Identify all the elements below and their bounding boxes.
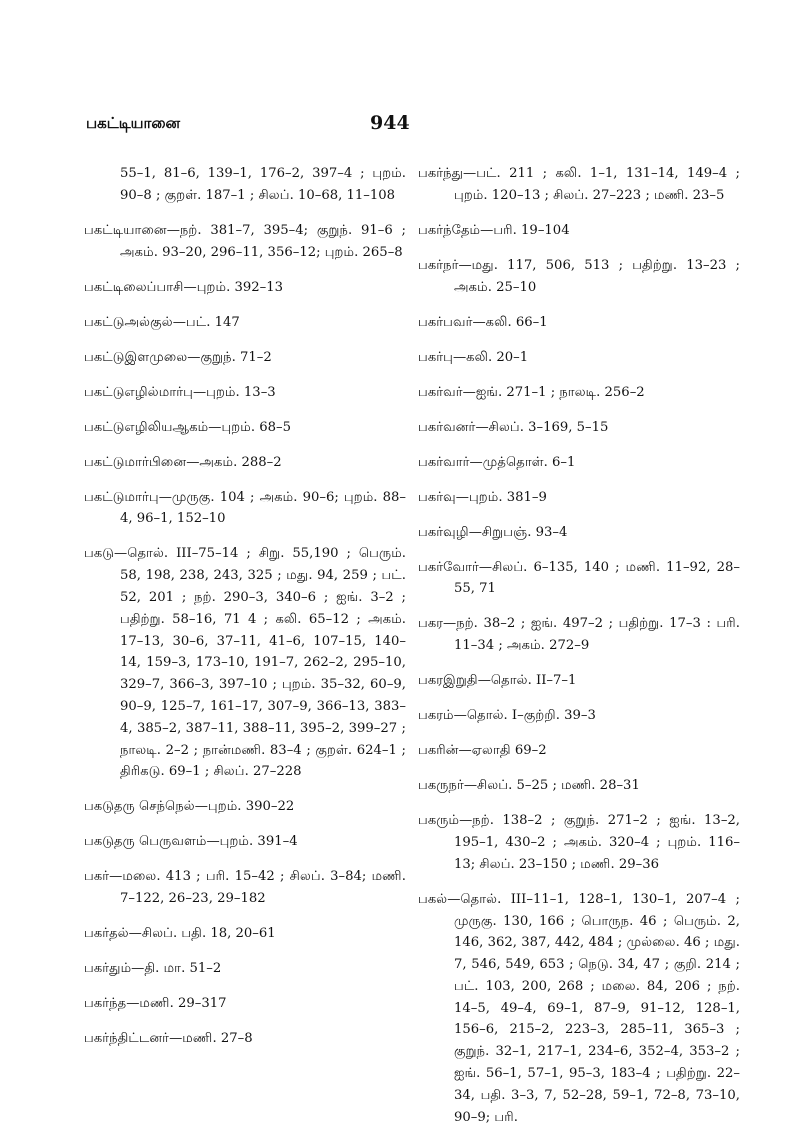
index-entry: பகர்ந்திட்டனர்—மணி. 27–8	[84, 1031, 253, 1047]
index-entry: பகர்வு—புறம். 381–9	[418, 489, 547, 505]
index-entry: பகட்டுஎழில்மார்பு—புறம். 13–3	[84, 384, 276, 400]
index-entry: பகடுதரு செந்நெல்—புறம். 390–22	[84, 799, 295, 815]
index-entry: பகர்தும்—தி. மா. 51–2	[84, 961, 222, 977]
index-entry: பகர்வனர்—சிலப். 3–169, 5–15	[418, 419, 609, 435]
index-entry: பகர்வுழி—சிறுபஞ். 93–4	[418, 524, 568, 540]
running-head: பகட்டியானை	[86, 114, 181, 132]
index-entry: பகட்டுஎழிலியஆகம்—புறம். 68–5	[84, 419, 291, 435]
index-entry: பகர்ந்து—பட். 211 ; கலி. 1–1, 131–14, 149–4 ; புறம். 120–13 ; சிலப். 27–223 ; மணி. 23–5	[418, 166, 740, 203]
index-entry: பகல்—தொல். III–11–1, 128–1, 130–1, 207–4 ; முருகு. 130, 166 ; பொருந. 46 ; பெரும். 2, 146, 362, 387, 442, 484 ; முல்லை. 46 ; மது. 7, 546, 549, 653 ; நெடு. 34, 47 ; குறி. 214 ; பட். 103, 200, 268 ; மலை. 84, 206 ; நற். 14–5, 49–4, 69–1, 87–9, 91–12, 128–1, 156–6, 215–2, 223–3, 285–11, 365–3 ; குறுந். 32–1, 217–1, 234–6, 352–4, 353–2 ; ஐங். 56–1, 57–1, 95–3, 183–4 ; பதிற்று. 22–34, பதி. 3–3, 7, 52–28, 59–1, 72–8, 73–10, 90–9; பரி.	[418, 891, 740, 1125]
index-entry: பகரம்—தொல். I–குற்றி. 39–3	[418, 708, 596, 724]
index-entry: பகர்ந்தேம்—பரி. 19–104	[418, 222, 570, 238]
index-entry: பகரின்—ஏலாதி 69–2	[418, 743, 547, 759]
index-entry: பகர்பவர்—கலி. 66–1	[418, 314, 548, 330]
index-entry: பகடுதரு பெருவளம்—புறம். 391–4	[84, 834, 298, 850]
index-entry: பகட்டுமார்பு—முருகு. 104 ; அகம். 90–6; புறம். 88–4, 96–1, 152–10	[84, 489, 406, 527]
right-column	[418, 150, 740, 1136]
page-number: 944	[370, 112, 410, 134]
index-entry: பகர்நர்—மது. 117, 506, 513 ; பதிற்று. 13–23 ; அகம். 25–10	[418, 257, 740, 295]
index-entry: பகர்வோர்—சிலப். 6–135, 140 ; மணி. 11–92, 28–55, 71	[418, 559, 740, 597]
index-entry: பகர்வார்—முத்தொள். 6–1	[418, 454, 576, 470]
index-entry: பகட்டியானை—நற். 381–7, 395–4; குறுந். 91–6 ; அகம். 93–20, 296–11, 356–12; புறம். 265–8	[84, 222, 406, 260]
index-entry: பகருநர்—சிலப். 5–25 ; மணி. 28–31	[418, 778, 640, 794]
index-entry: 55–1, 81–6, 139–1, 176–2, 397–4 ; புறம். 90–8 ; குறள். 187–1 ; சிலப். 10–68, 11–108	[120, 166, 406, 203]
index-entry: பகர்—மலை. 413 ; பரி. 15–42 ; சிலப். 3–84; மணி. 7–122, 26–23, 29–182	[84, 869, 406, 907]
index-entry: பகட்டுஅல்குல்—பட். 147	[84, 314, 240, 330]
index-entry: பகட்டிலைப்பாசி—புறம். 392–13	[84, 279, 284, 295]
index-entry: பகர்தல்—சிலப். பதி. 18, 20–61	[84, 926, 276, 942]
left-column	[84, 150, 406, 1058]
index-entry: பகட்டுமார்பினை—அகம். 288–2	[84, 454, 282, 470]
index-entry: பகர—நற். 38–2 ; ஐங். 497–2 ; பதிற்று. 17–3 : பரி. 11–34 ; அகம். 272–9	[418, 616, 740, 654]
index-entry: பகர்ந்த—மணி. 29–317	[84, 996, 227, 1012]
index-entry: பகர்வர்—ஐங். 271–1 ; நாலடி. 256–2	[418, 384, 645, 400]
index-entry: பகரஇறுதி—தொல். II–7–1	[418, 673, 577, 689]
index-entry: பகடு—தொல். III–75–14 ; சிறு. 55,190 ; பெரும். 58, 198, 238, 243, 325 ; மது. 94, 259 ; பட். 52, 201 ; நற். 290–3, 340–6 ; ஐங். 3–2 ; பதிற்று. 58–16, 71 4 ; கலி. 65–12 ; அகம். 17–13, 30–6, 37–11, 41–6, 107–15, 140–14, 159–3, 173–10, 191–7, 262–2, 295–10, 329–7, 366–3, 397–10 ; புறம். 35–32, 60–9, 90–9, 125–7, 161–17, 307–9, 366–13, 383–4, 385–2, 387–11, 388–11, 395–2, 399–27 ; நாலடி. 2–2 ; நான்மணி. 83–4 ; குறள். 624–1 ; திரிகடு. 69–1 ; சிலப். 27–228	[84, 546, 406, 780]
index-entry: பகர்பு—கலி. 20–1	[418, 349, 529, 365]
index-entry: பகட்டுஇளமுலை—குறுந். 71–2	[84, 349, 272, 365]
index-entry: பகரும்—நற். 138–2 ; குறுந். 271–2 ; ஐங். 13–2, 195–1, 430–2 ; அகம். 320–4 ; புறம். 116–13; சிலப். 23–150 ; மணி. 29–36	[418, 813, 740, 872]
